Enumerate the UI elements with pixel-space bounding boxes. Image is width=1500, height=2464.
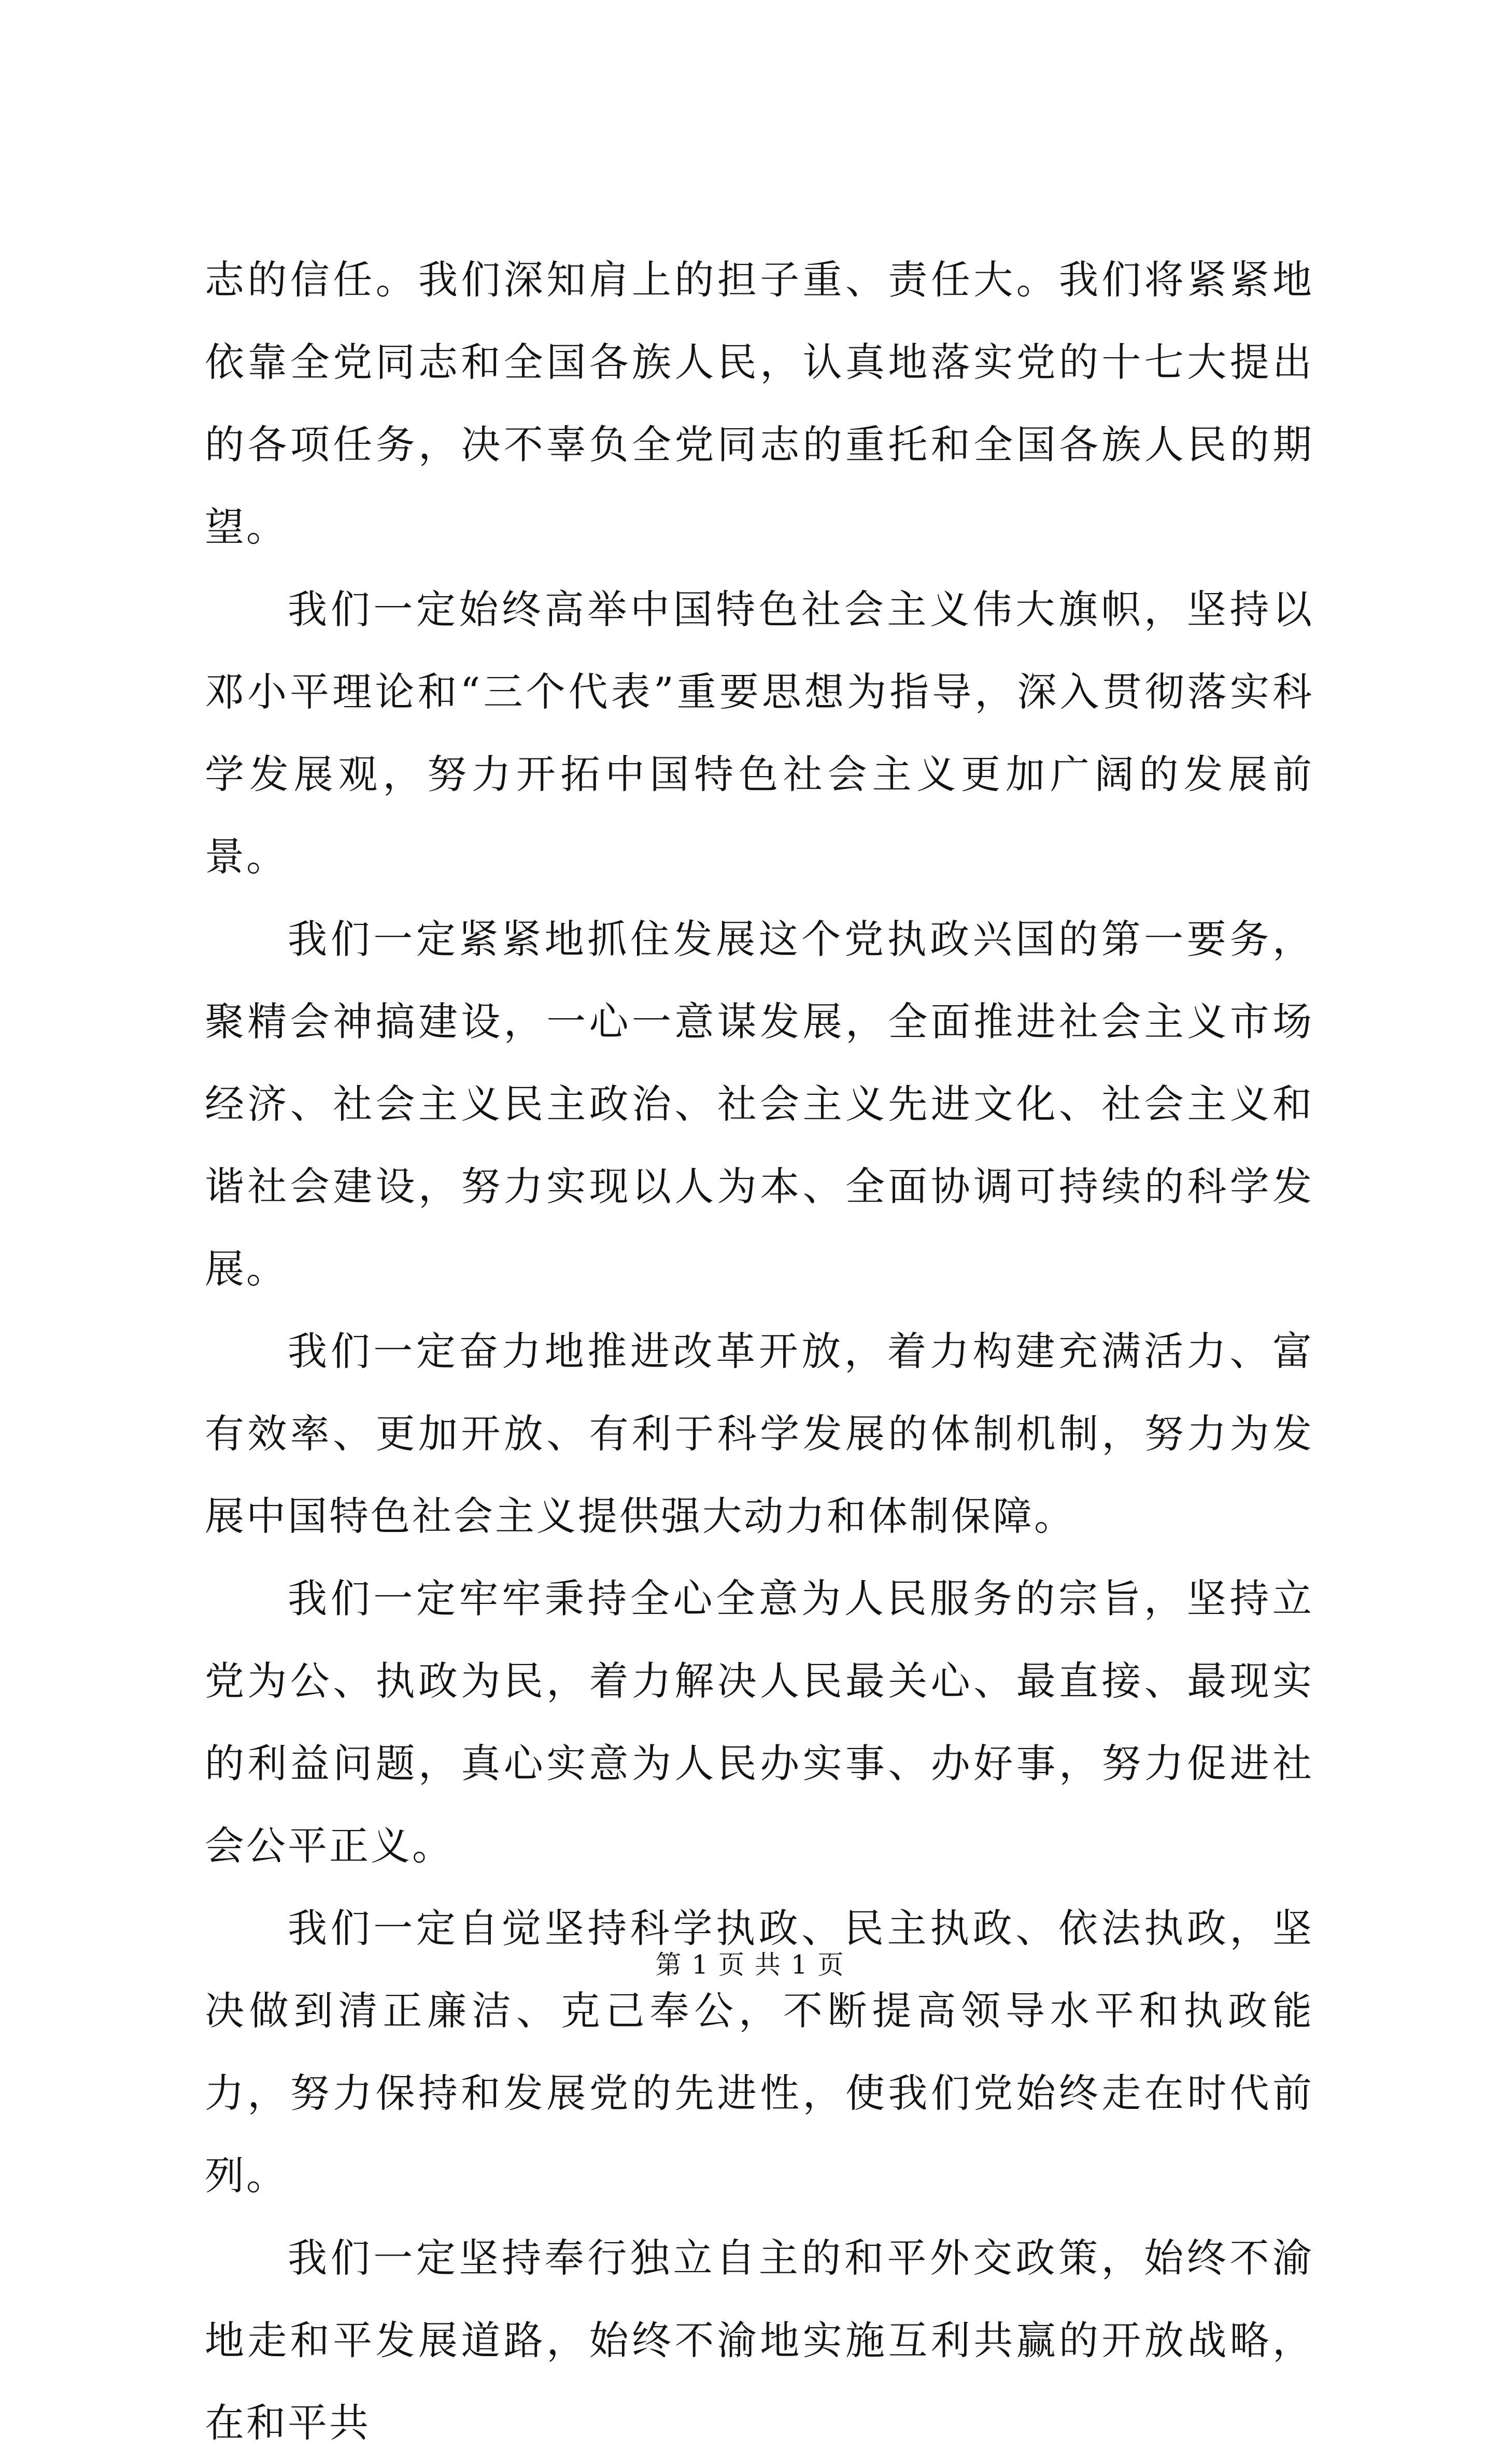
paragraph: 我们一定始终高举中国特色社会主义伟大旗帜，坚持以邓小平理论和“三个代表”重要思想为指导，深入贯彻落实科学发展观，努力开拓中国特色社会主义更加广阔的发展前景。 (205, 586, 1314, 880)
paragraph: 我们一定坚持奉行独立自主的和平外交政策，始终不渝地走和平发展道路，始终不渝地实施互利共赢的开放战略，在和平共 (205, 2235, 1314, 2446)
document-body (205, 238, 1314, 2464)
page-number-footer: 第 1 页 共 1 页 (655, 1950, 845, 1980)
paragraph: 我们一定奋力地推进改革开放，着力构建充满活力、富有效率、更加开放、有利于科学发展的体制机制，努力为发展中国特色社会主义提供强大动力和体制保障。 (205, 1328, 1314, 1539)
paragraph-continuation: 志的信任。我们深知肩上的担子重、责任大。我们将紧紧地依靠全党同志和全国各族人民，认真地落实党的十七大提出的各项任务，决不辜负全党同志的重托和全国各族人民的期望。 (205, 257, 1314, 550)
paragraph: 我们一定自觉坚持科学执政、民主执政、依法执政，坚决做到清正廉洁、克己奉公，不断提高领导水平和执政能力，努力保持和发展党的先进性，使我们党始终走在时代前列。 (205, 1905, 1314, 2199)
paragraph: 我们一定紧紧地抓住发展这个党执政兴国的第一要务，聚精会神搞建设，一心一意谋发展，全面推进社会主义市场经济、社会主义民主政治、社会主义先进文化、社会主义和谐社会建设，努力实现以人为本、全面协调可持续的科学发展。 (205, 916, 1314, 1292)
paragraph: 我们一定牢牢秉持全心全意为人民服务的宗旨，坚持立党为公、执政为民，着力解决人民最关心、最直接、最现实的利益问题，真心实意为人民办实事、办好事，努力促进社会公平正义。 (205, 1575, 1314, 1869)
